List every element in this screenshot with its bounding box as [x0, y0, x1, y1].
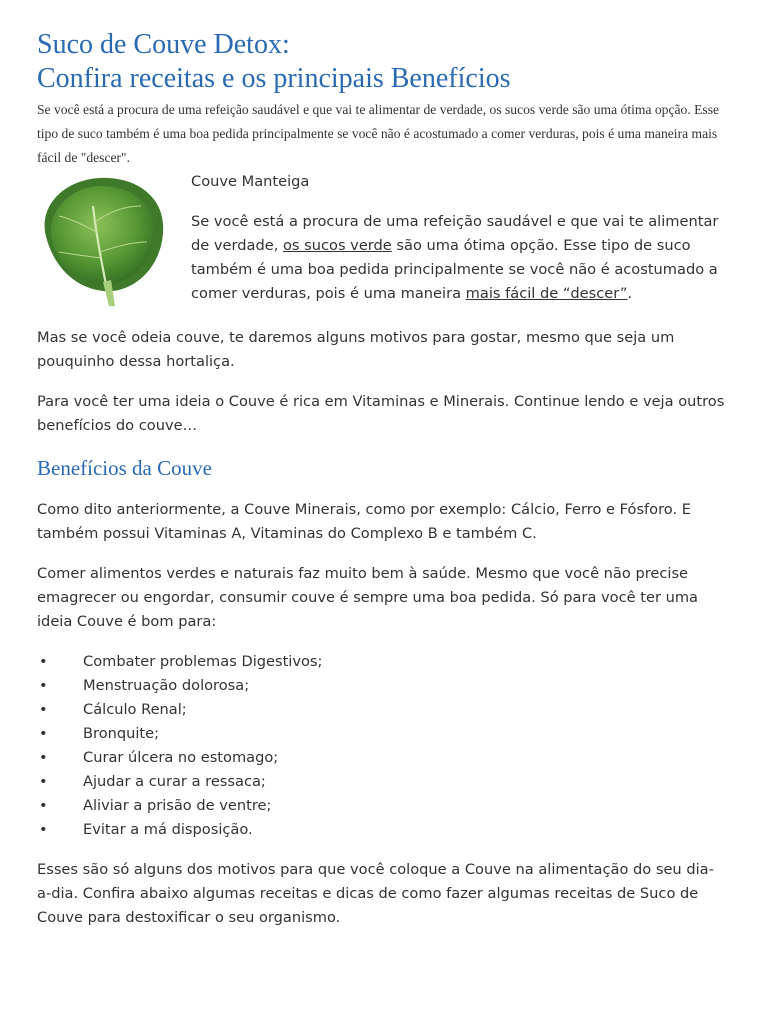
- benefits-list: [37, 650, 727, 842]
- figure-paragraph: [191, 210, 731, 306]
- figure-text-3: .: [627, 285, 633, 302]
- kale-image: [37, 172, 177, 306]
- paragraph-vitaminas: Para você ter uma ideia o Couve é rica em Vitaminas e Minerais. Continue lendo e veja outros benefícios do couve…: [37, 393, 725, 434]
- figure-text-2: são uma ótima opção. Esse tipo de suco também é uma boa pedida principalmente se você não é acostumado a comer verduras, pois é uma maneira: [191, 237, 718, 302]
- paragraph-minerais: Como dito anteriormente, a Couve Minerais, como por exemplo: Cálcio, Ferro e Fósforo. E também possui Vitaminas A, Vitaminas do Complexo B e também C.: [37, 501, 691, 542]
- figure-text-1: Se você está a procura de uma refeição saudável e que vai te alimentar de verdade,: [191, 213, 719, 254]
- list-item: • Bronquite;: [37, 722, 727, 746]
- title-line-1: Suco de Couve Detox:: [37, 29, 290, 60]
- list-item: • Curar úlcera no estomago;: [37, 746, 727, 770]
- list-item: • Ajudar a curar a ressaca;: [37, 770, 727, 794]
- list-item: • Combater problemas Digestivos;: [37, 650, 727, 674]
- paragraph-odeia-couve: Mas se você odeia couve, te daremos alguns motivos para gostar, mesmo que seja um pouquinho dessa hortaliça.: [37, 329, 675, 370]
- mais-facil-link[interactable]: mais fácil de “descer”: [465, 285, 628, 302]
- list-item: • Menstruação dolorosa;: [37, 674, 727, 698]
- article: [37, 28, 727, 946]
- title-line-2: Confira receitas e os principais Benefícios: [37, 63, 511, 94]
- section-heading: Benefícios da Couve: [37, 456, 212, 480]
- figure-row: [37, 170, 727, 310]
- paragraph-alimentos-verdes: Comer alimentos verdes e naturais faz muito bem à saúde. Mesmo que você não precise emagrecer ou engordar, consumir couve é sempre uma boa pedida. Só para você ter uma ideia Couve é bom para:: [37, 565, 699, 630]
- sucos-verde-link[interactable]: os sucos verde: [282, 237, 392, 254]
- paragraph-closing: Esses são só alguns dos motivos para que você coloque a Couve na alimentação do seu dia-a-dia. Confira abaixo algumas receitas e dicas de como fazer algumas receitas de Suco de Couve para destoxificar o seu organismo.: [37, 861, 714, 926]
- list-item: • Aliviar a prisão de ventre;: [37, 794, 727, 818]
- list-item: • Evitar a má disposição.: [37, 818, 727, 842]
- list-item: • Cálculo Renal;: [37, 698, 727, 722]
- image-caption: Couve Manteiga: [191, 173, 310, 190]
- intro-paragraph: Se você está a procura de uma refeição saudável e que vai te alimentar de verdade, os sucos verde são uma ótima opção. Esse tipo de suco também é uma boa pedida principalmente se você não é acostumado a comer verduras, pois é uma maneira mais fácil de "descer".: [37, 102, 720, 165]
- page-title: [37, 28, 727, 96]
- article-body: [37, 326, 727, 930]
- figure-text: [191, 170, 731, 306]
